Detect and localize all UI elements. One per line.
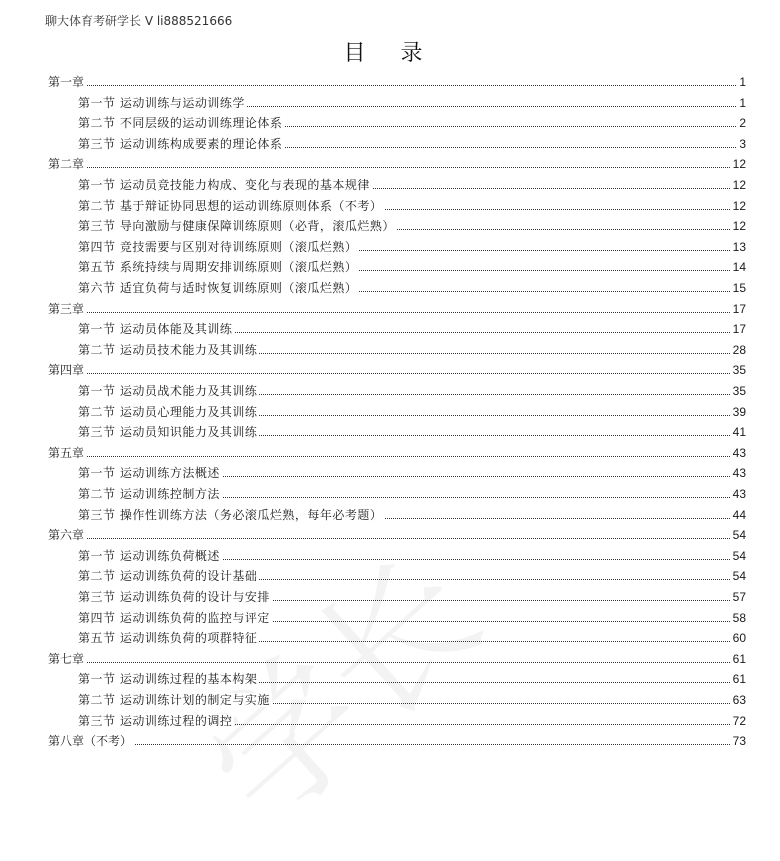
toc-section-entry[interactable] [0, 196, 780, 216]
toc-page-number: 12 [732, 198, 746, 213]
toc-page-number: 13 [732, 239, 746, 254]
toc-entry-title: 第四章 [48, 363, 85, 378]
toc-section-entry[interactable] [0, 484, 780, 504]
toc-entry-title: 第五节 运动训练负荷的项群特征 [78, 631, 258, 646]
toc-section-entry[interactable] [0, 463, 780, 483]
toc-page-number: 61 [732, 672, 746, 687]
toc-chapter-entry[interactable] [0, 649, 780, 669]
toc-entry-title: 第一节 运动员战术能力及其训练 [78, 384, 258, 398]
toc-chapter-entry[interactable] [0, 731, 780, 751]
toc-entry-title: 第三节 运动训练过程的调控 [78, 713, 233, 728]
page-header: 聊大体育考研学长 V li888521666 [45, 14, 233, 28]
toc-page-number: 2 [739, 116, 746, 131]
toc-leader-dots [84, 662, 740, 663]
toc-section-entry[interactable] [0, 134, 780, 154]
toc-entry-title: 第二节 运动训练控制方法 [78, 487, 220, 501]
toc-page-number: 1 [739, 75, 746, 89]
toc-leader-dots [84, 167, 740, 168]
toc-entry-title: 第五节 系统持续与周期安排训练原则（滚瓜烂熟） [78, 260, 358, 275]
toc-page-number: 41 [732, 425, 746, 440]
page-title: 目 录 [343, 41, 437, 66]
toc-leader-dots [84, 744, 740, 745]
toc-section-entry[interactable] [0, 546, 780, 566]
toc-leader-dots [84, 85, 740, 86]
toc-page-number: 58 [732, 610, 746, 625]
toc-leader-dots [84, 373, 740, 374]
toc-page-number: 15 [732, 281, 746, 295]
toc-page-number: 12 [732, 178, 746, 192]
toc-entry-title: 第一章 [48, 75, 85, 89]
toc-page-number: 1 [739, 95, 746, 110]
toc-entry-title: 第三节 运动训练负荷的设计与安排 [78, 590, 270, 604]
toc-entry-title: 第七章 [48, 651, 85, 666]
toc-page-number: 60 [732, 631, 746, 646]
toc-page-number: 12 [732, 219, 746, 234]
toc-entry-title: 第三节 导向激励与健康保障训练原则（必背，滚瓜烂熟） [78, 219, 395, 234]
toc-entry-title: 第二章 [48, 157, 85, 172]
toc-section-entry[interactable] [0, 608, 780, 628]
toc-chapter-entry[interactable] [0, 360, 780, 380]
toc-section-entry[interactable] [0, 278, 780, 298]
toc-page-number: 35 [732, 363, 746, 378]
toc-page-number: 39 [732, 404, 746, 419]
toc-entry-title: 第四节 运动训练负荷的监控与评定 [78, 610, 270, 625]
toc-page-number: 14 [732, 260, 746, 275]
toc-entry-title: 第一节 运动训练方法概述 [78, 466, 220, 481]
toc-entry-title: 第三章 [48, 301, 85, 316]
toc-entry-title: 第三节 运动员知识能力及其训练 [78, 425, 258, 440]
toc-entry-title: 第一节 运动训练与运动训练学 [78, 95, 245, 110]
toc-entry-title: 第五章 [48, 445, 85, 460]
toc-page-number: 54 [732, 528, 746, 543]
toc-section-entry[interactable] [0, 587, 780, 607]
toc-section-entry[interactable] [0, 669, 780, 689]
toc-leader-dots [84, 538, 740, 539]
toc-entry-title: 第二节 运动训练计划的制定与实施 [78, 693, 270, 707]
toc-entry-title: 第一节 运动训练负荷概述 [78, 548, 220, 563]
toc-page-number: 43 [732, 466, 746, 481]
toc-page-number: 28 [732, 342, 746, 357]
toc-entry-title: 第二节 不同层级的运动训练理论体系 [78, 116, 283, 131]
toc-section-entry[interactable] [0, 711, 780, 731]
toc-section-entry[interactable] [0, 381, 780, 401]
toc-entry-title: 第二节 运动员心理能力及其训练 [78, 404, 258, 419]
toc-chapter-entry[interactable] [0, 72, 780, 92]
toc-chapter-entry[interactable] [0, 154, 780, 174]
toc-page-number: 43 [732, 445, 746, 460]
toc-section-entry[interactable] [0, 175, 780, 195]
toc-section-entry[interactable] [0, 216, 780, 236]
toc-section-entry[interactable] [0, 340, 780, 360]
toc-page-number: 17 [732, 322, 746, 337]
toc-page-number: 35 [732, 384, 746, 398]
toc-section-entry[interactable] [0, 113, 780, 133]
toc-page-number: 17 [732, 301, 746, 316]
toc-entry-title: 第三节 操作性训练方法（务必滚瓜烂熟，每年必考题） [78, 507, 383, 522]
toc-page-number: 3 [739, 136, 746, 151]
toc-chapter-entry[interactable] [0, 299, 780, 319]
toc-entry-title: 第六章 [48, 528, 85, 543]
toc-page-number: 44 [732, 507, 746, 522]
toc-page-number: 61 [732, 651, 746, 666]
toc-section-entry[interactable] [0, 422, 780, 442]
toc-section-entry[interactable] [0, 566, 780, 586]
toc-section-entry[interactable] [0, 257, 780, 277]
toc-page-number: 72 [732, 713, 746, 728]
toc-section-entry[interactable] [0, 628, 780, 648]
toc-entry-title: 第六节 适宜负荷与适时恢复训练原则（滚瓜烂熟） [78, 281, 358, 295]
toc-entry-title: 第一节 运动员竞技能力构成、变化与表现的基本规律 [78, 178, 370, 192]
toc-leader-dots [84, 312, 740, 313]
toc-page-number: 12 [732, 157, 746, 172]
toc-page-number: 63 [732, 693, 746, 707]
toc-page-number: 54 [732, 548, 746, 563]
toc-entry-title: 第三节 运动训练构成要素的理论体系 [78, 136, 283, 151]
toc-entry-title: 第二节 运动训练负荷的设计基础 [78, 569, 258, 584]
toc-entry-title: 第一节 运动员体能及其训练 [78, 322, 233, 337]
toc-page-number: 54 [732, 569, 746, 584]
toc-section-entry[interactable] [0, 319, 780, 339]
toc-section-entry[interactable] [0, 93, 780, 113]
toc-entry-title: 第二节 基于辩证协同思想的运动训练原则体系（不考） [78, 198, 383, 213]
toc-section-entry[interactable] [0, 505, 780, 525]
toc-entry-title: 第四节 竞技需要与区别对待训练原则（滚瓜烂熟） [78, 239, 358, 254]
toc-entry-title: 第二节 运动员技术能力及其训练 [78, 342, 258, 357]
toc-section-entry[interactable] [0, 237, 780, 257]
toc-page-number: 57 [732, 590, 746, 604]
toc-leader-dots [84, 456, 740, 457]
toc-section-entry[interactable] [0, 690, 780, 710]
toc-entry-title: 第八章（不考） [48, 734, 133, 749]
toc-page-number: 73 [732, 734, 746, 749]
toc-chapter-entry[interactable] [0, 525, 780, 545]
toc-page-number: 43 [732, 487, 746, 501]
toc-chapter-entry[interactable] [0, 443, 780, 463]
toc-section-entry[interactable] [0, 402, 780, 422]
toc-entry-title: 第一节 运动训练过程的基本构架 [78, 672, 258, 687]
